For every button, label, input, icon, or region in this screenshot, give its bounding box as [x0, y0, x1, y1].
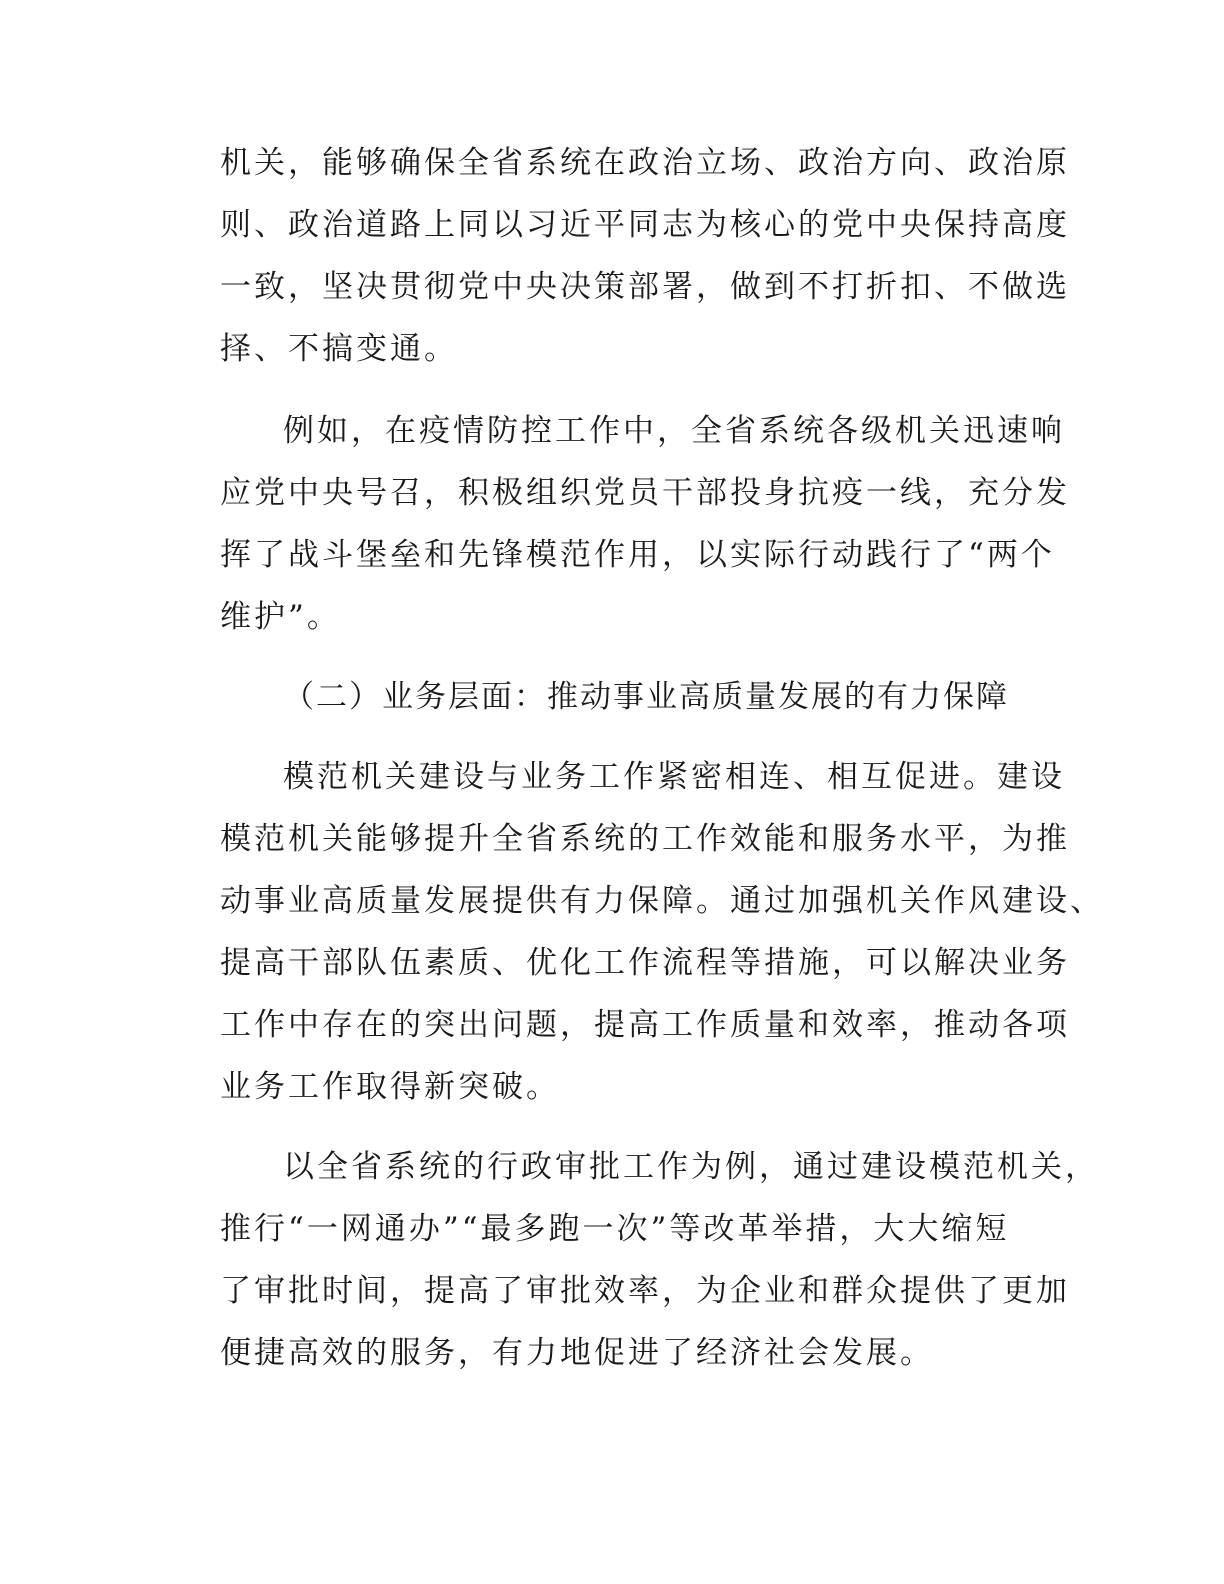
text-line: 机关，能够确保全省系统在政治立场、政治方向、政治原 [220, 145, 1070, 181]
text-line: 则、政治道路上同以习近平同志为核心的党中央保持高度 [220, 207, 1070, 243]
text-line: 以全省系统的行政审批工作为例，通过建设模范机关， [283, 1149, 1099, 1185]
text-line: 择、不搞变通。 [220, 331, 458, 367]
text-line: 维护”。 [220, 599, 341, 635]
text-line: 模范机关建设与业务工作紧密相连、相互促进。建设 [283, 759, 1065, 795]
section-heading: （二）业务层面：推动事业高质量发展的有力保障 [283, 679, 1009, 715]
text-line: 模范机关能够提升全省系统的工作效能和服务水平，为推 [220, 821, 1070, 857]
text-line: 动事业高质量发展提供有力保障。通过加强机关作风建设、 [220, 883, 1104, 919]
text-line: 推行“一网通办”“最多跑一次”等改革举措，大大缩短 [220, 1211, 1010, 1247]
text-line: 应党中央号召，积极组织党员干部投身抗疫一线，充分发 [220, 475, 1070, 511]
text-line: 业务工作取得新突破。 [220, 1069, 560, 1105]
text-line: 提高干部队伍素质、优化工作流程等措施，可以解决业务 [220, 945, 1070, 981]
text-line: 便捷高效的服务，有力地促进了经济社会发展。 [220, 1335, 934, 1371]
text-line: 了审批时间，提高了审批效率，为企业和群众提供了更加 [220, 1273, 1070, 1309]
text-line: 挥了战斗堡垒和先锋模范作用，以实际行动践行了“两个 [220, 537, 1055, 573]
text-line: 一致，坚决贯彻党中央决策部署，做到不打折扣、不做选 [220, 269, 1070, 305]
text-line: 例如，在疫情防控工作中，全省系统各级机关迅速响 [283, 413, 1065, 449]
text-line: 工作中存在的突出问题，提高工作质量和效率，推动各项 [220, 1007, 1070, 1043]
